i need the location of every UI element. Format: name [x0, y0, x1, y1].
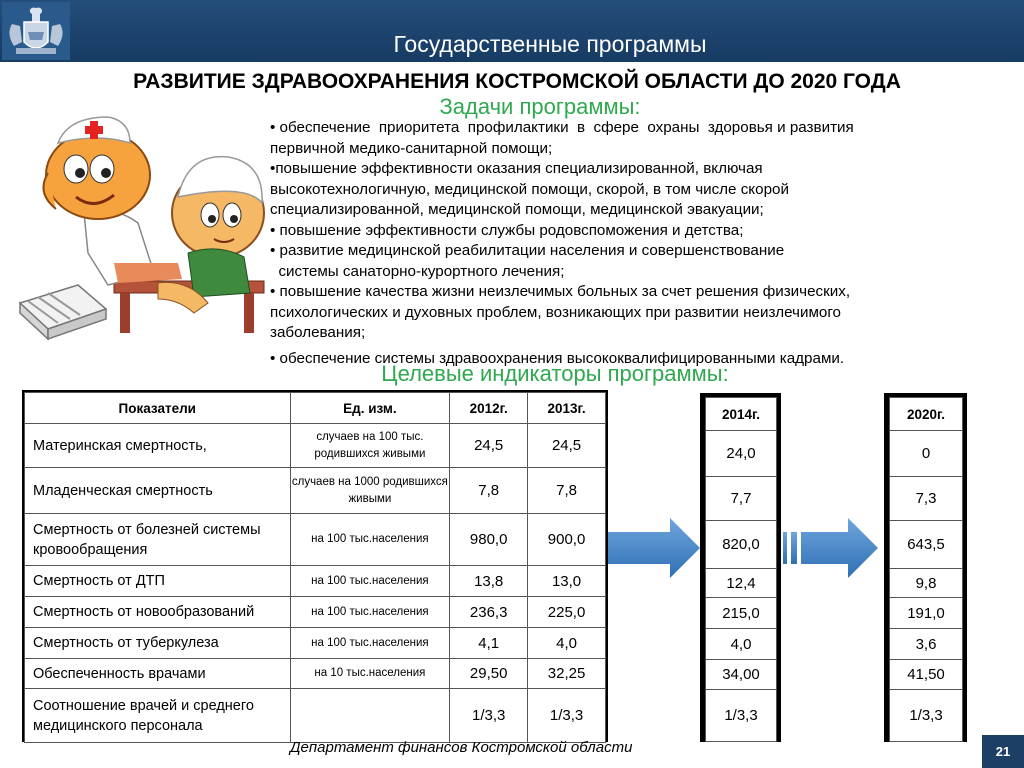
- value-2020: 0: [890, 431, 963, 477]
- value-2014: 1/3,3: [706, 690, 777, 742]
- arrow-right-striped-icon: [783, 518, 878, 578]
- value-2014: 820,0: [706, 521, 777, 569]
- header-title: Государственные программы: [393, 31, 707, 57]
- table-row: [25, 597, 606, 628]
- value-2013: 24,5: [528, 424, 606, 468]
- indicator-unit: на 100 тыс.населения: [290, 628, 450, 659]
- value-2020: 1/3,3: [890, 690, 963, 742]
- indicator-unit: случаев на 100 тыс. родившихся живыми: [290, 424, 450, 468]
- coat-of-arms-icon: [2, 2, 70, 60]
- indicator-name: Смертность от новообразований: [25, 597, 291, 628]
- page-number: 21: [995, 744, 1011, 759]
- table-2014: [705, 397, 777, 742]
- tasks-heading: Задачи программы:: [439, 94, 641, 119]
- value-2013: 13,0: [528, 566, 606, 597]
- value-2014: 7,7: [706, 477, 777, 521]
- task-line: • повышение качества жизни неизлечимых больных за счет решения физических,: [270, 283, 851, 300]
- value-2012: 13,8: [450, 566, 528, 597]
- task-line: высокотехнологичную, медицинской помощи, скорой, в том числе скорой: [270, 180, 789, 198]
- task-line: •повышение эффективности оказания специализированной, включая: [270, 160, 763, 177]
- column-header: Ед. изм.: [290, 393, 450, 424]
- value-2012: 4,1: [450, 628, 528, 659]
- indicator-name: Смертность от туберкулеза: [25, 628, 291, 659]
- table-row: [25, 628, 606, 659]
- indicator-unit: на 10 тыс.населения: [290, 659, 450, 689]
- indicator-name: Младенческая смертность: [25, 468, 291, 514]
- value-2013: 32,25: [528, 659, 606, 689]
- value-2020: 9,8: [890, 569, 963, 598]
- task-line: • повышение эффективности службы родовспоможения и детства;: [270, 221, 744, 239]
- value-2020: 191,0: [890, 598, 963, 629]
- indicator-unit: на 100 тыс.населения: [290, 514, 450, 566]
- value-2013: 1/3,3: [528, 689, 606, 743]
- indicator-unit: [290, 689, 450, 743]
- indicator-unit: случаев на 1000 родившихся живыми: [290, 468, 450, 514]
- indicator-name: Смертность от болезней системы кровообращения: [25, 514, 291, 566]
- value-2012: 7,8: [450, 468, 528, 514]
- value-2012: 29,50: [450, 659, 528, 689]
- table-2020: [889, 397, 963, 742]
- column-header: 2020г.: [890, 398, 963, 431]
- value-2013: 7,8: [528, 468, 606, 514]
- task-line: системы санаторно-курортного лечения;: [270, 262, 565, 280]
- arrow-right-icon: [608, 518, 700, 578]
- value-2014: 12,4: [706, 569, 777, 598]
- task-line: • обеспечение системы здравоохранения высококвалифицированными кадрами.: [270, 349, 845, 367]
- tasks-list: [270, 118, 970, 369]
- indicator-name: Соотношение врачей и среднего медицинского персонала: [25, 689, 291, 743]
- value-2014: 24,0: [706, 431, 777, 477]
- value-2020: 7,3: [890, 477, 963, 521]
- indicator-unit: на 100 тыс.населения: [290, 597, 450, 628]
- table-row: [25, 424, 606, 468]
- page-title: РАЗВИТИЕ ЗДРАВООХРАНЕНИЯ КОСТРОМСКОЙ ОБЛАСТИ ДО 2020 ГОДА: [133, 70, 901, 93]
- value-2013: 225,0: [528, 597, 606, 628]
- column-header: 2013г.: [528, 393, 606, 424]
- value-2013: 900,0: [528, 514, 606, 566]
- value-2014: 4,0: [706, 629, 777, 660]
- task-line: • развитие медицинской реабилитации населения и совершенствование: [270, 242, 785, 259]
- footer-text: Департамент финансов Костромской области: [290, 739, 633, 756]
- indicator-name: Смертность от ДТП: [25, 566, 291, 597]
- value-2020: 3,6: [890, 629, 963, 660]
- task-line: • обеспечение приоритета профилактики в сфере охраны здоровья и развития: [270, 119, 854, 136]
- value-2012: 24,5: [450, 424, 528, 468]
- value-2020: 41,50: [890, 660, 963, 690]
- indicator-name: Материнская смертность,: [25, 424, 291, 468]
- table-row: [25, 468, 606, 514]
- indicators-heading: Целевые индикаторы программы:: [381, 361, 729, 386]
- indicator-name: Обеспеченность врачами: [25, 659, 291, 689]
- value-2012: 980,0: [450, 514, 528, 566]
- table-row: [25, 514, 606, 566]
- task-line: первичной медико-санитарной помощи;: [270, 139, 553, 157]
- table-row: [25, 566, 606, 597]
- column-header: Показатели: [25, 393, 291, 424]
- table-row: [25, 659, 606, 689]
- value-2014: 215,0: [706, 598, 777, 629]
- task-line: специализированной, медицинской помощи, медицинской эвакуации;: [270, 201, 764, 218]
- value-2012: 236,3: [450, 597, 528, 628]
- indicators-table: [24, 392, 606, 743]
- value-2012: 1/3,3: [450, 689, 528, 743]
- column-header: 2014г.: [706, 398, 777, 431]
- task-line: психологических и духовных проблем, возникающих при развитии неизлечимого: [270, 303, 841, 321]
- column-header: 2012г.: [450, 393, 528, 424]
- value-2020: 643,5: [890, 521, 963, 569]
- indicator-unit: на 100 тыс.населения: [290, 566, 450, 597]
- value-2013: 4,0: [528, 628, 606, 659]
- task-line: заболевания;: [270, 324, 366, 341]
- nurse-child-illustration: [18, 113, 266, 345]
- value-2014: 34,00: [706, 660, 777, 690]
- table-row: [25, 689, 606, 743]
